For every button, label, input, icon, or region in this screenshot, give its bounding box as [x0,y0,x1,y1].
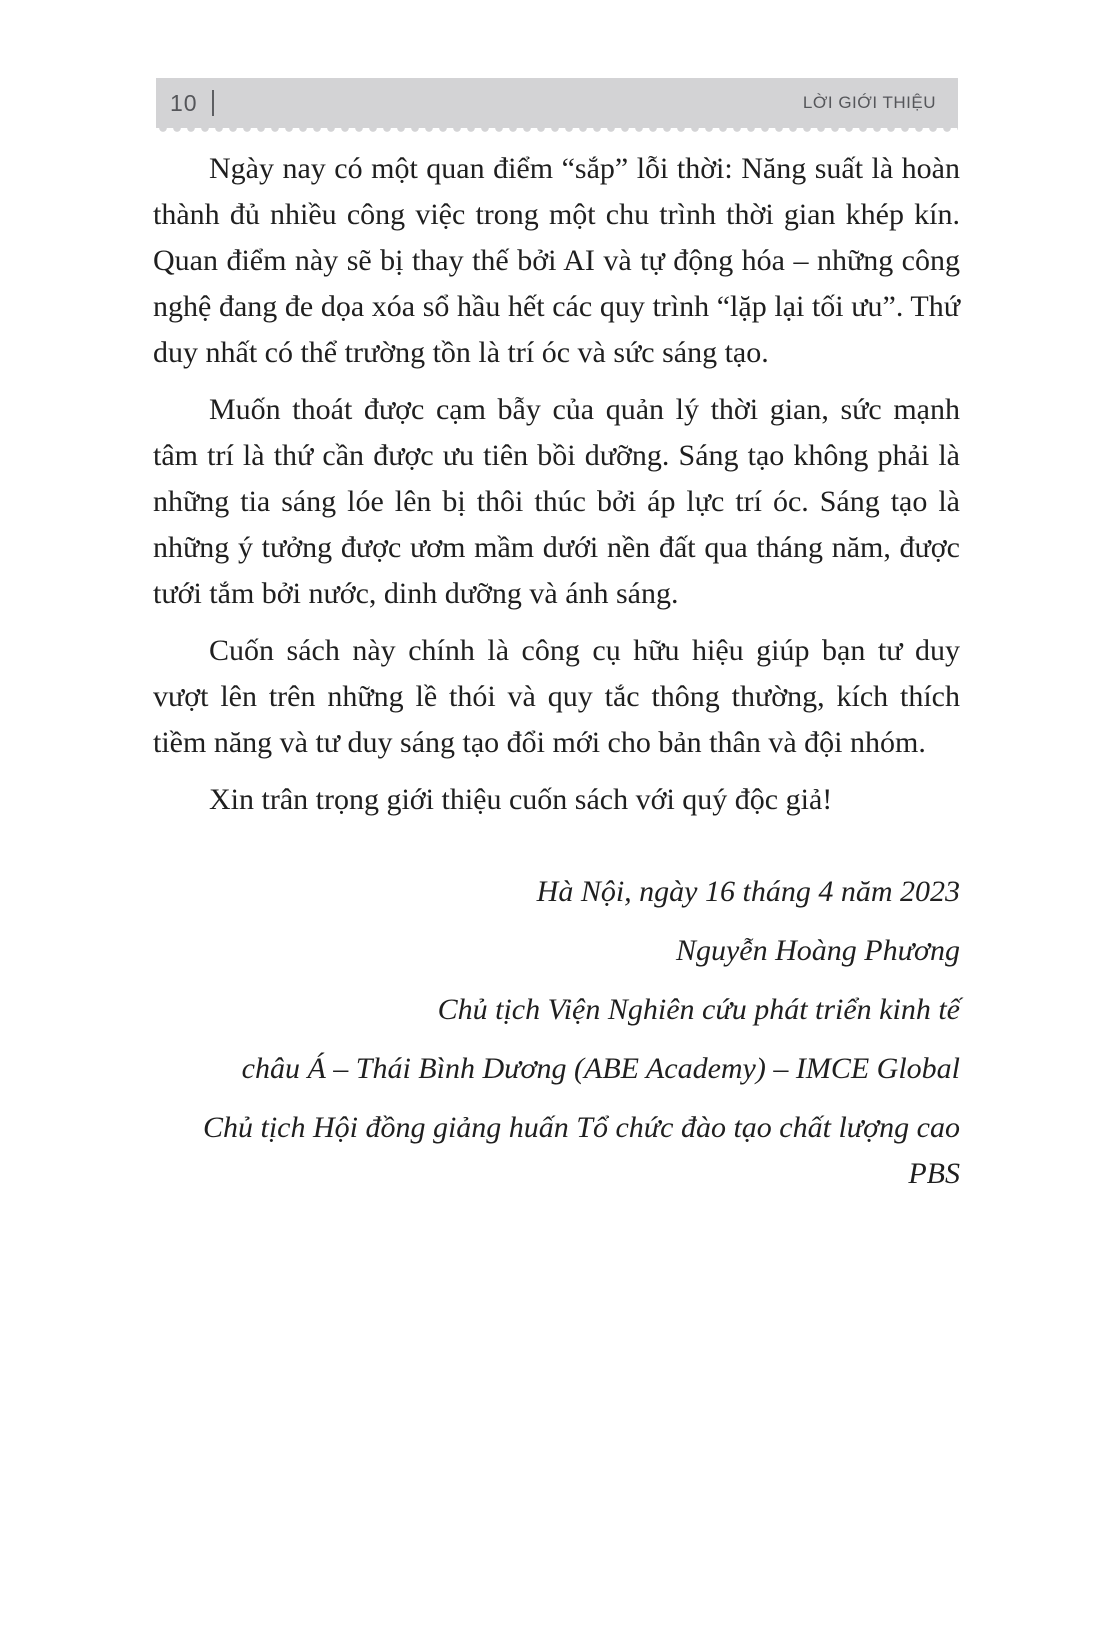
page-header-left [170,90,214,117]
body-paragraph: Xin trân trọng giới thiệu cuốn sách với quý độc giả! [209,783,833,816]
signature-role-line: Chủ tịch Viện Nghiên cứu phát triển kinh tế [437,993,960,1026]
header-divider [212,90,214,116]
signature-place-date: Hà Nội, ngày 16 tháng 4 năm 2023 [536,875,960,908]
page-body [153,146,960,1210]
page-number: 10 [170,89,198,116]
header-perforated-edge [156,128,958,135]
signature-block [153,869,960,1197]
page-header [156,78,958,128]
running-header-title: LỜI GIỚI THIỆU [802,93,936,112]
body-paragraph: Ngày nay có một quan điểm “sắp” lỗi thời: Năng suất là hoàn thành đủ nhiều công việc trong một chu trình thời gian khép kín. Quan điểm này sẽ bị thay thế bởi AI và tự động hóa – những công nghệ đang đe dọa xóa sổ hầu hết các quy trình “lặp lại tối ưu”. Thứ duy nhất có thể trường tồn là trí óc và sức sáng tạo. [153,152,960,369]
signature-role-line: Chủ tịch Hội đồng giảng huấn Tổ chức đào tạo chất lượng cao PBS [202,1111,960,1190]
body-paragraph: Muốn thoát được cạm bẫy của quản lý thời gian, sức mạnh tâm trí là thứ cần được ưu tiên bồi dưỡng. Sáng tạo không phải là những tia sáng lóe lên bị thôi thúc bởi áp lực trí óc. Sáng tạo là những ý tưởng được ươm mầm dưới nền đất qua tháng năm, được tưới tắm bởi nước, dinh dưỡng và ánh sáng. [153,393,960,610]
body-paragraph: Cuốn sách này chính là công cụ hữu hiệu giúp bạn tư duy vượt lên trên những lề thói và quy tắc thông thường, kích thích tiềm năng và tư duy sáng tạo đổi mới cho bản thân và đội nhóm. [153,634,960,759]
signature-name: Nguyễn Hoàng Phương [675,934,960,967]
signature-role-line: châu Á – Thái Bình Dương (ABE Academy) – IMCE Global [241,1052,960,1085]
